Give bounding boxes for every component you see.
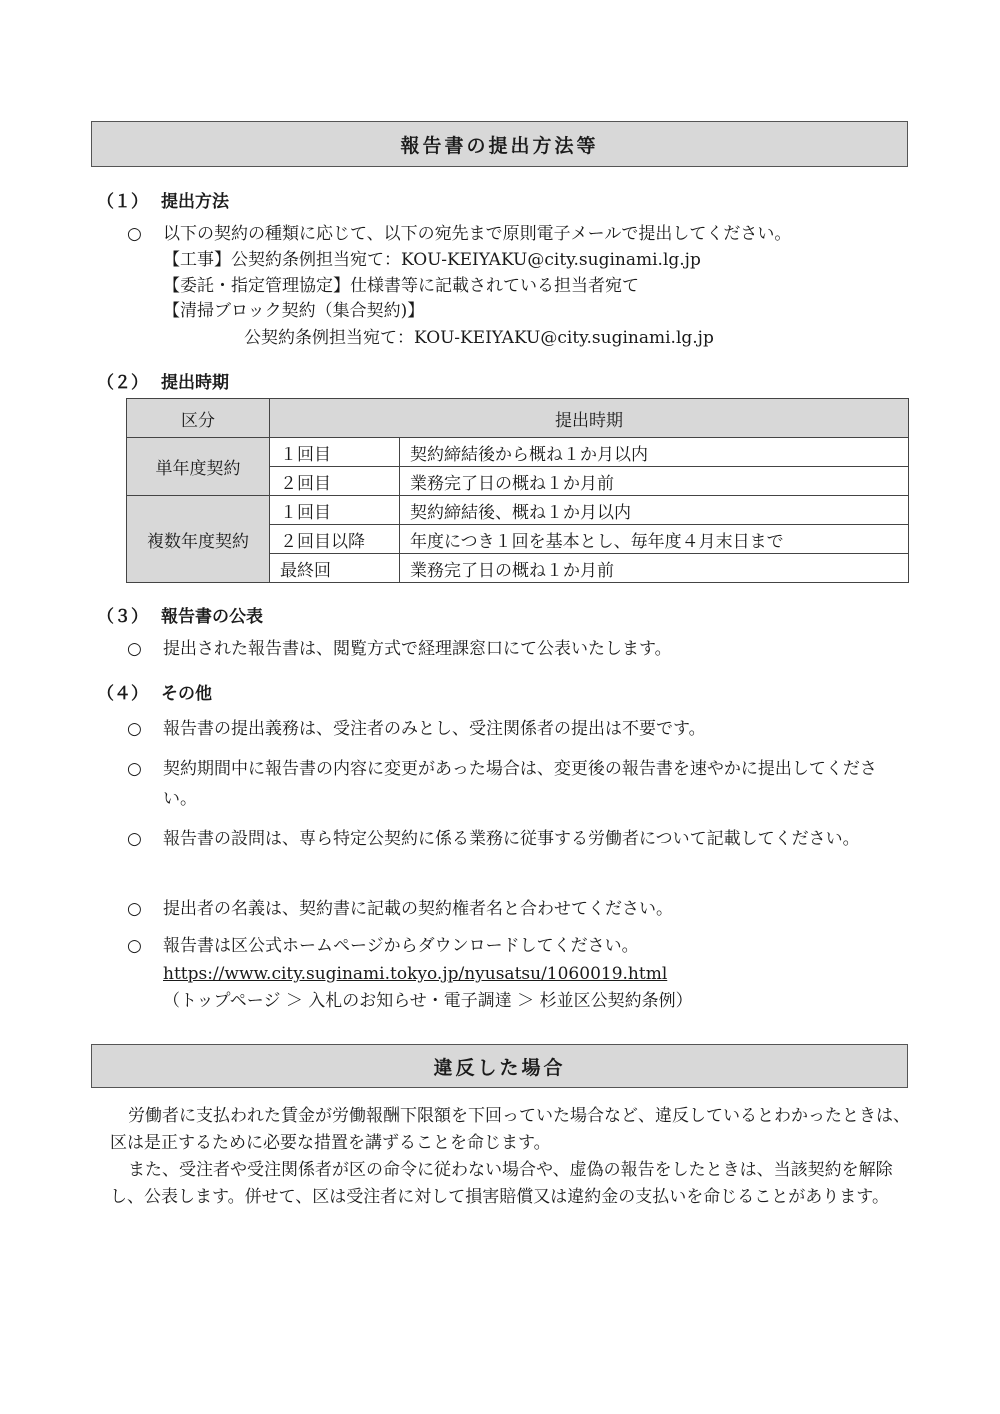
round-cell: 最終回 <box>270 554 400 583</box>
heading-number: （３） <box>97 607 148 627</box>
bullet-icon: ○ <box>127 899 142 919</box>
line-construction: 【工事】公契約条例担当宛て：KOU-KEIYAKU@city.suginami.lg.jp <box>163 250 701 270</box>
timing-cell: 契約締結後、概ね１か月以内 <box>400 496 909 525</box>
heading-label: 提出方法 <box>161 192 229 212</box>
bullet-icon: ○ <box>127 639 142 659</box>
heading-number: （４） <box>97 684 148 704</box>
line-entrust: 【委託・指定管理協定】仕様書等に記載されている担当者宛て <box>163 276 639 296</box>
heading-other <box>97 679 212 704</box>
bullet-icon: ○ <box>127 759 142 779</box>
other-item: 提出者の名義は、契約書に記載の契約権者名と合わせてください。 <box>163 899 673 919</box>
bullet-icon: ○ <box>127 719 142 739</box>
round-cell: １回目 <box>270 496 400 525</box>
timing-cell: 業務完了日の概ね１か月前 <box>400 554 909 583</box>
table-row <box>127 496 909 525</box>
download-link[interactable]: https://www.city.suginami.tokyo.jp/nyusatsu/1060019.html <box>163 964 668 984</box>
other-item: 報告書は区公式ホームページからダウンロードしてください。 <box>163 936 639 956</box>
section-title-violation: 違反した場合 <box>91 1044 908 1088</box>
round-cell: ２回目以降 <box>270 525 400 554</box>
heading-label: 報告書の公表 <box>161 607 263 627</box>
submission-intro: 以下の契約の種類に応じて、以下の宛先まで原則電子メールで提出してください。 <box>163 224 792 244</box>
other-item: 契約期間中に報告書の内容に変更があった場合は、変更後の報告書を速やかに提出してください。 <box>163 759 877 809</box>
violation-paragraph-1: 労働者に支払われた賃金が労働報酬下限額を下回っていた場合など、違反しているとわかったときは、区は是正するために必要な措置を講ずることを命じます。 <box>110 1106 910 1153</box>
table-row <box>127 438 909 467</box>
bullet-icon: ○ <box>127 829 142 849</box>
category-cell: 単年度契約 <box>127 438 270 496</box>
publication-text: 提出された報告書は、閲覧方式で経理課窓口にて公表いたします。 <box>163 639 672 659</box>
category-cell: 複数年度契約 <box>127 496 270 583</box>
heading-number: （１） <box>97 192 148 212</box>
column-header-timing: 提出時期 <box>270 399 909 438</box>
timing-cell: 年度につき１回を基本とし、毎年度４月末日まで <box>400 525 909 554</box>
heading-label: その他 <box>161 684 212 704</box>
column-header-category: 区分 <box>127 399 270 438</box>
heading-number: （２） <box>97 373 148 393</box>
breadcrumb: （トップページ ＞ 入札のお知らせ・電子調達 ＞ 杉並区公契約条例） <box>163 991 693 1011</box>
line-cleaning: 【清掃ブロック契約（集合契約)】 <box>163 301 425 321</box>
other-item: 報告書の設問は、専ら特定公契約に係る業務に従事する労働者について記載してください。 <box>163 829 860 849</box>
round-cell: １回目 <box>270 438 400 467</box>
heading-submission-method <box>97 187 229 212</box>
round-cell: ２回目 <box>270 467 400 496</box>
bullet-icon: ○ <box>127 936 142 956</box>
bullet-icon: ○ <box>127 224 142 244</box>
submission-period-table <box>126 398 909 583</box>
line-cleaning-address: 公契約条例担当宛て：KOU-KEIYAKU@city.suginami.lg.jp <box>244 328 714 348</box>
violation-paragraph-2: また、受注者や受注関係者が区の命令に従わない場合や、虚偽の報告をしたときは、当該契約を解除し、公表します。併せて、区は受注者に対して損害賠償又は違約金の支払いを命じることがあります。 <box>110 1160 893 1207</box>
heading-label: 提出時期 <box>161 373 229 393</box>
table-header-row <box>127 399 909 438</box>
heading-publication <box>97 602 263 627</box>
other-item: 報告書の提出義務は、受注者のみとし、受注関係者の提出は不要です。 <box>163 719 706 739</box>
timing-cell: 業務完了日の概ね１か月前 <box>400 467 909 496</box>
heading-submission-period <box>97 368 229 393</box>
timing-cell: 契約締結後から概ね１か月以内 <box>400 438 909 467</box>
section-title-report-submission: 報告書の提出方法等 <box>91 121 908 167</box>
